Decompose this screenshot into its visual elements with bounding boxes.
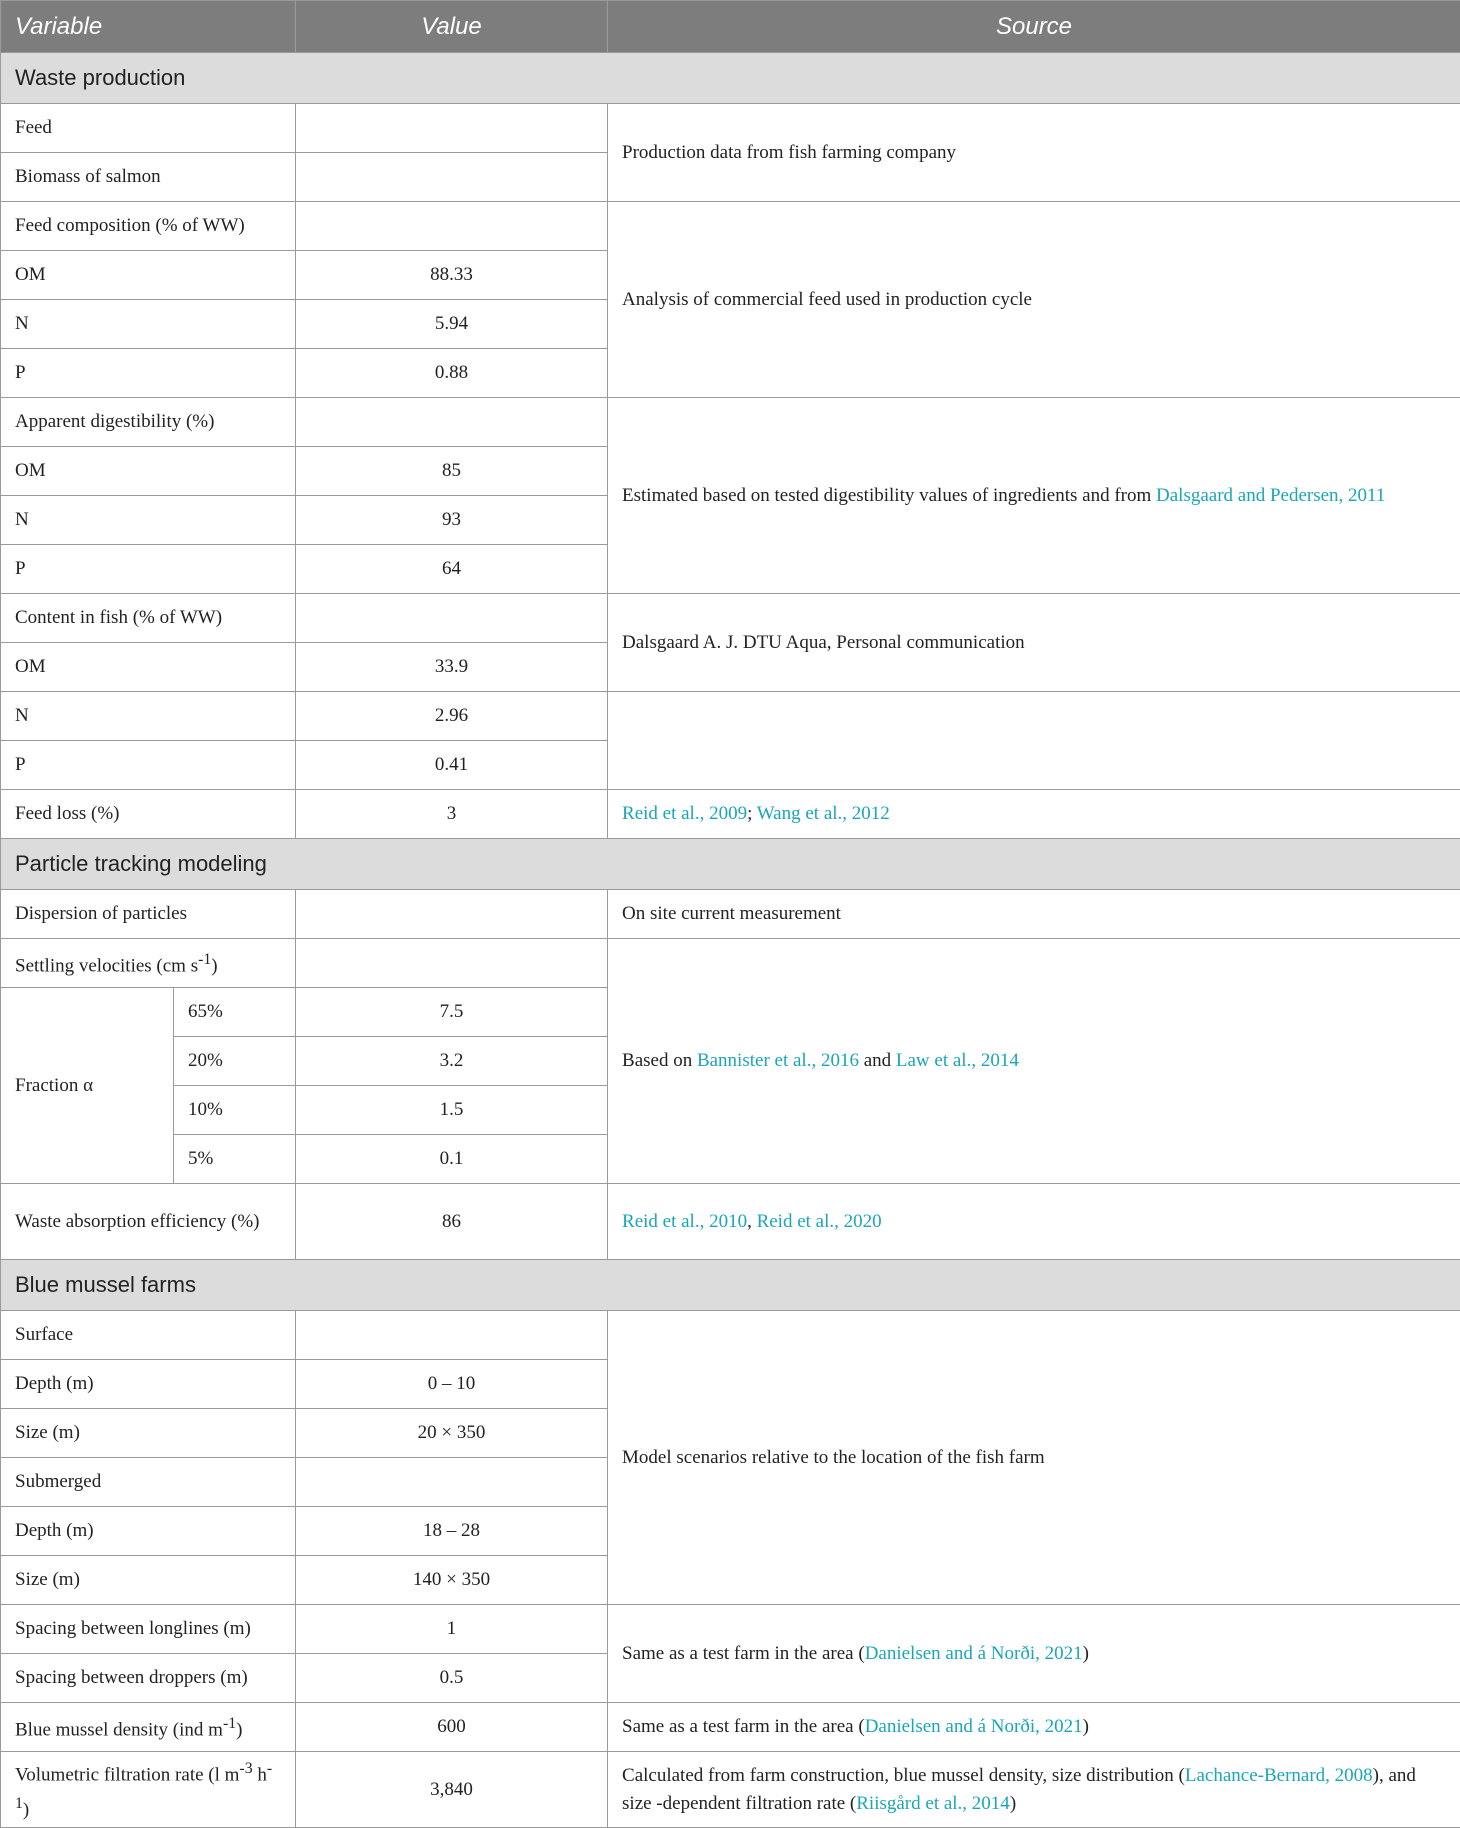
variable-text: Settling velocities (cm s <box>15 955 198 976</box>
citation-link[interactable]: Reid et al., 2009 <box>622 803 747 824</box>
fraction-cell: 10% <box>174 1086 296 1135</box>
superscript: -1 <box>15 1760 272 1811</box>
variable-text: ) <box>236 1719 242 1740</box>
value-cell: 18 – 28 <box>296 1507 608 1556</box>
source-cell <box>608 790 1460 839</box>
variable-cell: Feed loss (%) <box>1 790 296 839</box>
citation-link[interactable]: Bannister et al., 2016 <box>697 1050 859 1071</box>
value-cell: 140 × 350 <box>296 1556 608 1605</box>
variable-cell: Waste absorption efficiency (%) <box>1 1184 296 1260</box>
source-cell <box>608 1605 1460 1703</box>
table-row <box>1 1752 1460 1828</box>
variable-cell: Size (m) <box>1 1409 296 1458</box>
table-row <box>1 890 1460 939</box>
source-text: Estimated based on tested digestibility values of ingredients and from <box>622 485 1156 506</box>
value-cell <box>296 939 608 988</box>
table-row <box>1 104 1460 153</box>
value-cell: 7.5 <box>296 988 608 1037</box>
source-cell: Production data from fish farming company <box>608 104 1460 202</box>
value-cell: 93 <box>296 496 608 545</box>
value-cell <box>296 1458 608 1507</box>
source-cell <box>608 692 1460 790</box>
value-cell <box>296 890 608 939</box>
header-variable: Variable <box>1 1 296 53</box>
source-text: ), and size -dependent filtration rate ( <box>622 1765 1416 1814</box>
variable-cell: Feed composition (% of WW) <box>1 202 296 251</box>
header-row <box>1 1 1460 53</box>
value-cell: 86 <box>296 1184 608 1260</box>
section-row <box>1 53 1460 104</box>
section-row <box>1 839 1460 890</box>
citation-link[interactable]: Danielsen and á Norði, 2021 <box>865 1716 1083 1737</box>
value-cell: 0.41 <box>296 741 608 790</box>
table-row <box>1 790 1460 839</box>
variable-cell: P <box>1 349 296 398</box>
variable-cell <box>1 1703 296 1752</box>
value-cell: 33.9 <box>296 643 608 692</box>
value-cell: 3.2 <box>296 1037 608 1086</box>
variable-text: ) <box>23 1799 29 1820</box>
source-cell <box>608 939 1460 1184</box>
section-waste-production: Waste production <box>1 53 1460 104</box>
variable-cell: Size (m) <box>1 1556 296 1605</box>
source-cell <box>608 1184 1460 1260</box>
value-cell: 0 – 10 <box>296 1360 608 1409</box>
source-text: Same as a test farm in the area ( <box>622 1643 865 1664</box>
variable-cell: Apparent digestibility (%) <box>1 398 296 447</box>
variable-text: h <box>253 1765 267 1786</box>
value-cell <box>296 153 608 202</box>
source-text: Calculated from farm construction, blue mussel density, size distribution ( <box>622 1765 1185 1786</box>
source-cell <box>608 1752 1460 1828</box>
value-cell: 85 <box>296 447 608 496</box>
table-row <box>1 939 1460 988</box>
value-cell: 2.96 <box>296 692 608 741</box>
variable-cell: Biomass of salmon <box>1 153 296 202</box>
variable-cell: Content in fish (% of WW) <box>1 594 296 643</box>
table-row <box>1 594 1460 643</box>
section-particle-tracking: Particle tracking modeling <box>1 839 1460 890</box>
value-cell: 20 × 350 <box>296 1409 608 1458</box>
table-row <box>1 1311 1460 1360</box>
citation-link[interactable]: Wang et al., 2012 <box>757 803 890 824</box>
table-row <box>1 1605 1460 1654</box>
value-cell <box>296 594 608 643</box>
fraction-cell: 5% <box>174 1135 296 1184</box>
citation-link[interactable]: Lachance-Bernard, 2008 <box>1185 1765 1373 1786</box>
value-cell: 1 <box>296 1605 608 1654</box>
variable-cell: N <box>1 692 296 741</box>
table-row <box>1 1184 1460 1260</box>
source-text: Based on <box>622 1050 697 1071</box>
citation-link[interactable]: Dalsgaard and Pedersen, 2011 <box>1156 485 1385 506</box>
variable-text: Blue mussel density (ind m <box>15 1719 223 1740</box>
value-cell <box>296 1311 608 1360</box>
source-cell <box>608 1703 1460 1752</box>
citation-link[interactable]: Law et al., 2014 <box>896 1050 1019 1071</box>
citation-link[interactable]: Riisgård et al., 2014 <box>856 1793 1010 1814</box>
table-row <box>1 398 1460 447</box>
source-text: , <box>747 1211 757 1232</box>
source-text: Same as a test farm in the area ( <box>622 1716 865 1737</box>
variable-cell: P <box>1 741 296 790</box>
value-cell: 64 <box>296 545 608 594</box>
variable-cell: OM <box>1 251 296 300</box>
variable-cell: Surface <box>1 1311 296 1360</box>
superscript: -3 <box>239 1760 252 1777</box>
fraction-cell: 65% <box>174 988 296 1037</box>
superscript: -1 <box>223 1715 236 1732</box>
value-cell: 0.88 <box>296 349 608 398</box>
variable-cell: Depth (m) <box>1 1360 296 1409</box>
variable-cell: Submerged <box>1 1458 296 1507</box>
value-cell <box>296 202 608 251</box>
variable-cell: N <box>1 496 296 545</box>
variable-text: Volumetric filtration rate (l m <box>15 1765 239 1786</box>
variable-cell: Spacing between longlines (m) <box>1 1605 296 1654</box>
source-text: ; <box>747 803 757 824</box>
source-text: ) <box>1010 1793 1016 1814</box>
citation-link[interactable]: Reid et al., 2020 <box>757 1211 882 1232</box>
variable-cell: Depth (m) <box>1 1507 296 1556</box>
value-cell: 88.33 <box>296 251 608 300</box>
variable-cell: Feed <box>1 104 296 153</box>
value-cell: 0.1 <box>296 1135 608 1184</box>
citation-link[interactable]: Danielsen and á Norði, 2021 <box>865 1643 1083 1664</box>
citation-link[interactable]: Reid et al., 2010 <box>622 1211 747 1232</box>
source-text: and <box>859 1050 896 1071</box>
header-source: Source <box>608 1 1460 53</box>
variable-cell: OM <box>1 447 296 496</box>
section-blue-mussel-farms: Blue mussel farms <box>1 1260 1460 1311</box>
section-row <box>1 1260 1460 1311</box>
variable-cell <box>1 939 296 988</box>
fraction-cell: 20% <box>174 1037 296 1086</box>
value-cell: 0.5 <box>296 1654 608 1703</box>
variable-cell <box>1 1752 296 1828</box>
source-text: ) <box>1083 1643 1089 1664</box>
variable-cell: Spacing between droppers (m) <box>1 1654 296 1703</box>
header-value: Value <box>296 1 608 53</box>
table-row <box>1 202 1460 251</box>
table-row <box>1 1703 1460 1752</box>
value-cell: 1.5 <box>296 1086 608 1135</box>
value-cell: 3 <box>296 790 608 839</box>
value-cell: 600 <box>296 1703 608 1752</box>
variable-text: ) <box>211 955 217 976</box>
source-cell: Model scenarios relative to the location of the fish farm <box>608 1311 1460 1605</box>
value-cell <box>296 104 608 153</box>
source-cell: Dalsgaard A. J. DTU Aqua, Personal communication <box>608 594 1460 692</box>
value-cell: 3,840 <box>296 1752 608 1828</box>
source-cell: Analysis of commercial feed used in production cycle <box>608 202 1460 398</box>
variable-cell: N <box>1 300 296 349</box>
source-cell: On site current measurement <box>608 890 1460 939</box>
value-cell <box>296 398 608 447</box>
variable-cell: OM <box>1 643 296 692</box>
fraction-label: Fraction α <box>1 988 174 1184</box>
source-cell <box>608 398 1460 594</box>
source-text: ) <box>1083 1716 1089 1737</box>
variable-cell: P <box>1 545 296 594</box>
table-row <box>1 692 1460 741</box>
variable-cell: Dispersion of particles <box>1 890 296 939</box>
superscript: -1 <box>198 951 211 968</box>
value-cell: 5.94 <box>296 300 608 349</box>
